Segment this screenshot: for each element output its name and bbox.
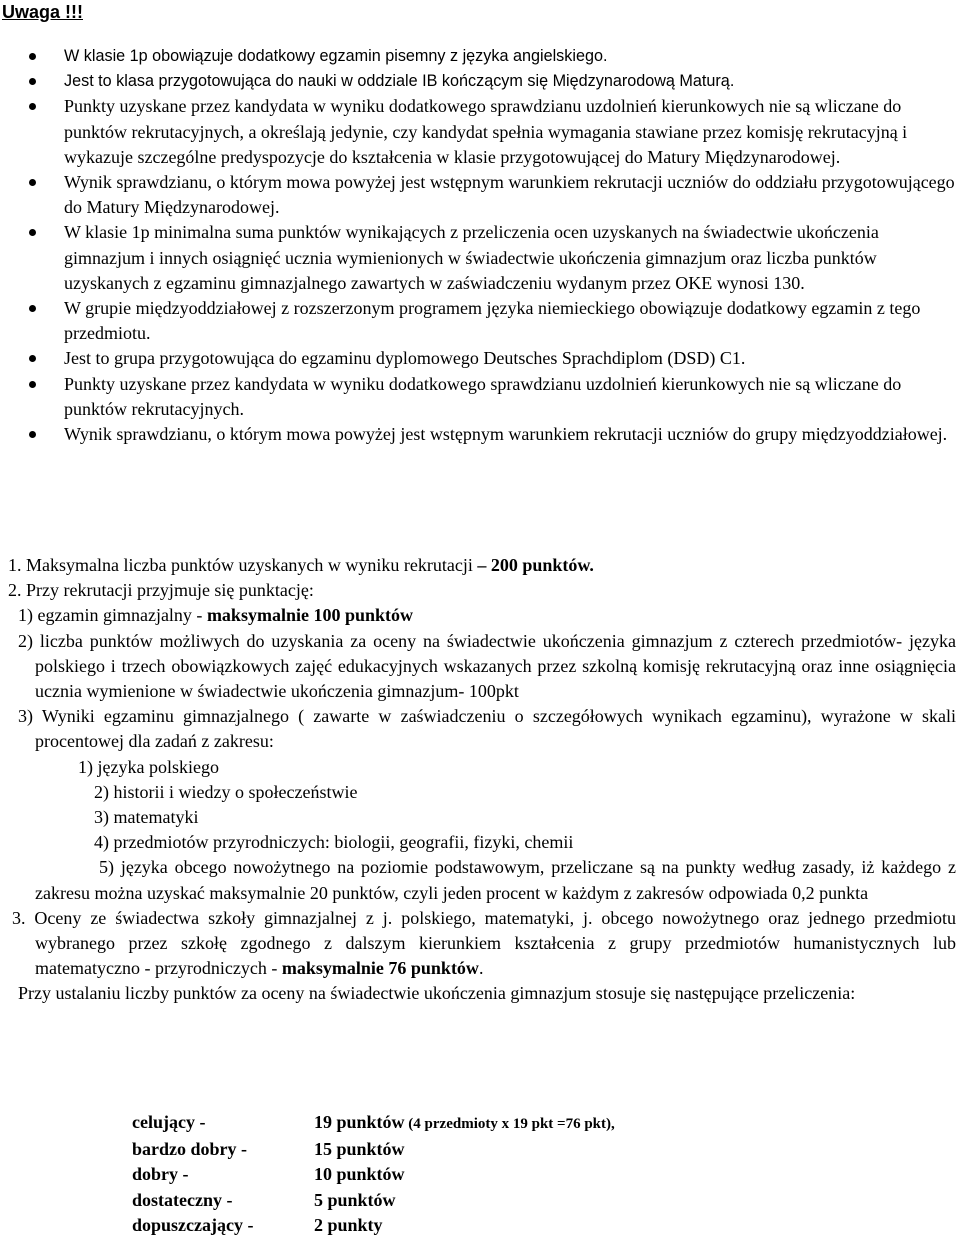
section-1-text: 1. Maksymalna liczba punktów uzyskanych w wyniku rekrutacji (8, 555, 478, 575)
list-item-text: Wynik sprawdzianu, o którym mowa powyżej jest wstępnym warunkiem rekrutacji uczniów do grupy międzyoddziałowej. (64, 424, 948, 445)
section-3-bold: maksymalnie 76 punktów (281, 958, 479, 979)
section-2-item-3: 3) Wyniki egzaminu gimnazjalnego ( zawarte w zaświadczeniu o szczegółowych wynikach egzaminu), wyrażone w skali procentowej dla zadań z zakresu: (18, 706, 956, 752)
list-item (0, 69, 960, 94)
subitem-2: 2) historii i wiedzy o społeczeństwie (94, 781, 358, 802)
table-row (132, 1188, 615, 1213)
points-cell (314, 1213, 615, 1238)
numbered-section (0, 553, 960, 1007)
grade-cell: dopuszczający - (132, 1214, 254, 1235)
points-value: 10 punktów (314, 1164, 405, 1185)
table-row (132, 1137, 615, 1162)
subitem-1: 1) języka polskiego (78, 756, 219, 777)
bullet-icon (29, 355, 36, 362)
points-cell (314, 1110, 615, 1137)
table-row (132, 1162, 615, 1187)
table-row (132, 1213, 615, 1238)
bullet-icon (29, 305, 36, 312)
section-1-bold: – 200 punktów. (477, 555, 594, 575)
list-item (0, 372, 960, 422)
grade-points-table (132, 1110, 615, 1238)
bullet-icon (29, 229, 36, 236)
points-cell (314, 1188, 615, 1213)
list-item-text: Jest to klasa przygotowująca do nauki w oddziale IB kończącym się Międzynarodową Maturą. (64, 72, 735, 91)
subitem-4: 4) przedmiotów przyrodniczych: biologii, geografii, fizyki, chemii (94, 832, 574, 853)
section-3 (0, 906, 960, 982)
bullet-icon (29, 381, 36, 388)
grade-cell: celujący - (132, 1112, 206, 1132)
list-item-text: Punkty uzyskane przez kandydata w wyniku dodatkowego sprawdzianu uzdolnień kierunkowych nie są wliczane do punktów rekrutacyjnych. (64, 373, 902, 419)
points-value: 2 punkty (314, 1214, 383, 1235)
bullet-icon (29, 78, 36, 85)
list-item (0, 422, 960, 447)
section-1 (0, 553, 960, 578)
list-item-text: W klasie 1p obowiązuje dodatkowy egzamin pisemny z języka angielskiego. (64, 47, 608, 65)
table-row (132, 1110, 615, 1137)
section-3-text: 3. Oceny ze świadectwa szkoły gimnazjalnej z j. polskiego, matematyki, j. obcego nowożytnego oraz jednego przedmiotu wybranego przez szkołę zgodnego z dalszym kierunkiem kształcenia z grupy przedmiotów humanistycznych lub matematyczno - przyrodniczych - (12, 907, 956, 979)
list-item (0, 170, 960, 220)
list-item (0, 296, 960, 346)
item-1-text: 1) egzamin gimnazjalny - (18, 605, 207, 626)
section-2-intro: 2. Przy rekrutacji przyjmuje się punktację: (8, 580, 314, 601)
list-item (0, 346, 960, 371)
list-item (0, 220, 960, 296)
list-item-text: W grupie międzyoddziałowej z rozszerzonym programem języka niemieckiego obowiązuje dodatkowy egzamin z tego przedmiotu. (64, 298, 921, 344)
list-item-text: Punkty uzyskane przez kandydata w wyniku dodatkowego sprawdzianu uzdolnień kierunkowych nie są wliczane do punktów rekrutacyjnych, a określają jedynie, czy kandydat spełnia wymagania stawiane przez komisję rekrutacyjną i wykazuje szczególne predyspozycje do kształcenia w klasie przygotowującej do Matury Międzynarodowej. (64, 96, 908, 167)
list-item-text: Wynik sprawdzianu, o którym mowa powyżej jest wstępnym warunkiem rekrutacji uczniów do oddziału przygotowującego do Matury Międzynarodowej. (64, 172, 955, 218)
list-item-text: Jest to grupa przygotowująca do egzaminu dyplomowego Deutsches Sprachdiplom (DSD) C1. (64, 348, 746, 369)
section-2-item-2: 2) liczba punktów możliwych do uzyskania za oceny na świadectwie ukończenia gimnazjum z czterech przedmiotów- języka polskiego i trzech obowiązkowych zajęć edukacyjnych wskazanych przez szkolną komisję rekrutacyjną oraz inne osiągnięcia ucznia wymienione w świadectwie ukończenia gimnazjum- 100pkt (18, 630, 956, 702)
conversion-intro: Przy ustalaniu liczby punktów za oceny na świadectwie ukończenia gimnazjum stosuje się następujące przeliczenia: (18, 983, 856, 1004)
points-cell (314, 1162, 615, 1187)
points-note: (4 przedmioty x 19 pkt =76 pkt), (404, 1116, 615, 1132)
bullet-icon (29, 53, 36, 60)
requirements-list (0, 44, 960, 447)
bullet-icon (29, 179, 36, 186)
list-item-text: W klasie 1p minimalna suma punktów wynikających z przeliczenia ocen uzyskanych na świadectwie ukończenia gimnazjum i innych osiągnięć ucznia wymienionych w świadectwie ukończenia gimnazjum oraz liczba punktów uzyskanych z egzaminu gimnazjalnego zawartych w zaświadczeniu wydanym przez OKE wynosi 130. (64, 222, 879, 293)
section-3-end: . (478, 958, 484, 979)
page-heading: Uwaga !!! (2, 2, 83, 22)
subitem-3: 3) matematyki (94, 807, 199, 828)
points-value: 5 punktów (314, 1189, 396, 1210)
points-cell (314, 1137, 615, 1162)
bullet-icon (29, 103, 36, 110)
points-value: 19 punktów (314, 1112, 405, 1132)
grade-cell: bardzo dobry - (132, 1139, 248, 1160)
bullet-icon (29, 431, 36, 438)
grade-cell: dobry - (132, 1164, 189, 1185)
section-2-item-1 (0, 603, 960, 628)
points-value: 15 punktów (314, 1139, 405, 1160)
list-item (0, 94, 960, 170)
subitem-5: 5) języka obcego nowożytnego na poziomie podstawowym, przeliczane są na punkty według zasady, iż każdego z zakresu można uzyskać maksymalnie 20 punktów, czyli jeden procent w każdym z zakresów odpowiada 0,2 punkta (35, 857, 956, 903)
item-1-bold: maksymalnie 100 punktów (206, 605, 413, 626)
grade-cell: dostateczny - (132, 1189, 233, 1210)
list-item (0, 44, 960, 69)
